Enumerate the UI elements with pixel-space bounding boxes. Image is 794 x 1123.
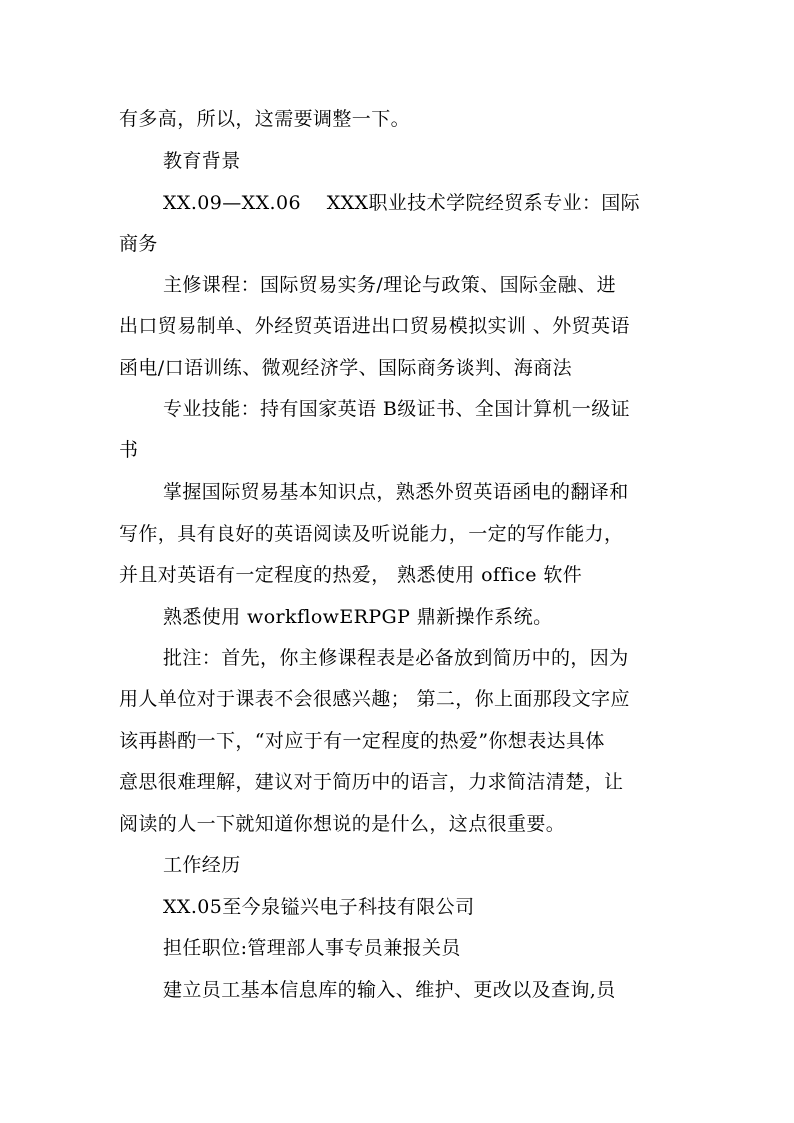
comment-line: 意思很难理解，建议对于简历中的语言，力求简洁清楚，让 [119, 771, 624, 793]
section-heading-work: 工作经历 [163, 854, 241, 876]
section-heading-education: 教育背景 [163, 150, 241, 172]
text-line: 函电/口语训练、微观经济学、国际商务谈判、海商法 [119, 357, 573, 379]
text-line: XX.09—XX.06 XXX职业技术学院经贸系专业：国际 [163, 192, 641, 214]
text-line: 商务 [119, 233, 158, 255]
text-line: 出口贸易制单、外经贸英语进出口贸易模拟实训 、外贸英语 [119, 315, 630, 337]
text-line: 主修课程：国际贸易实务/理论与政策、国际金融、进 [163, 274, 617, 296]
comment-line: 该再斟酌一下，“对应于有一定程度的热爱”你想表达具体 [119, 730, 605, 752]
text-line: 写作，具有良好的英语阅读及听说能力，一定的写作能力， [119, 523, 624, 545]
text-line: 掌握国际贸易基本知识点，熟悉外贸英语函电的翻译和 [163, 481, 629, 503]
comment-line: 用人单位对于课表不会很感兴趣； 第二，你上面那段文字应 [119, 688, 630, 710]
text-line: 专业技能：持有国家英语 B级证书、全国计算机一级证 [163, 398, 631, 420]
comment-line: 批注：首先，你主修课程表是必备放到简历中的，因为 [163, 647, 629, 669]
text-line: 并且对英语有一定程度的热爱， 熟悉使用 office 软件 [119, 564, 583, 586]
text-line: XX.05至今泉镒兴电子科技有限公司 [163, 896, 475, 918]
text-line: 建立员工基本信息库的输入、维护、更改以及查询,员 [163, 979, 616, 1001]
comment-line: 阅读的人一下就知道你想说的是什么，这点很重要。 [119, 813, 566, 835]
text-line: 熟悉使用 workflowERPGP 鼎新操作系统。 [163, 606, 553, 628]
text-line: 有多高，所以，这需要调整一下。 [119, 108, 411, 130]
text-line: 书 [119, 439, 139, 461]
text-line: 担任职位:管理部人事专员兼报关员 [163, 937, 461, 959]
